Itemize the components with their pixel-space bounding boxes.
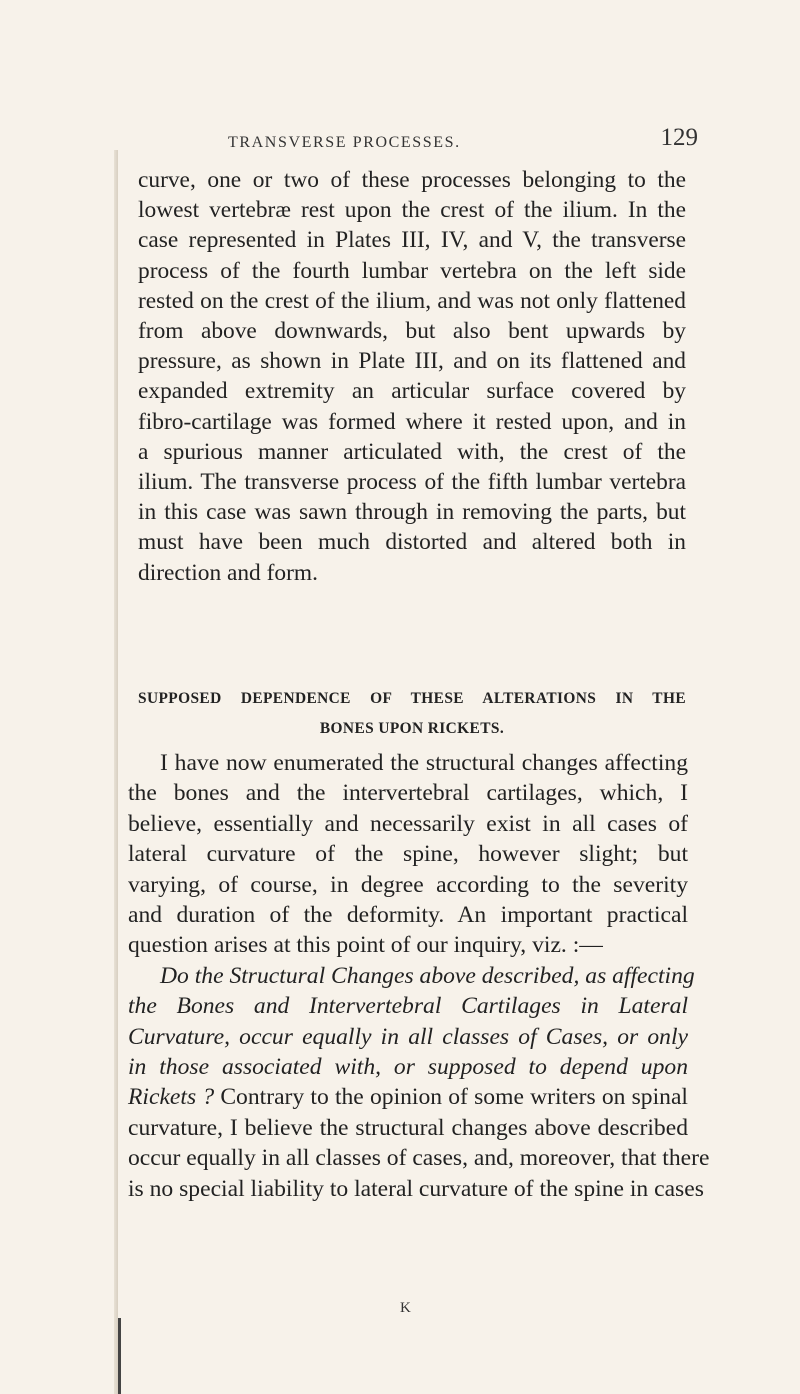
text-line: curvature, I believe the structural changes above described <box>128 1114 688 1141</box>
section-heading <box>138 684 686 744</box>
page-gutter-shadow <box>114 150 118 1394</box>
text-line: direction and form. <box>138 559 318 586</box>
text-line: the bones and the intervertebral cartilages, which, I <box>128 780 688 807</box>
italic-question-line: Do the Structural Changes above described, as affecting <box>160 962 695 989</box>
italic-question-end: Rickets ? <box>128 1084 215 1111</box>
paragraph-continued <box>138 165 686 588</box>
italic-question-line: the Bones and Intervertebral Cartilages in Lateral <box>128 993 688 1020</box>
text-line: and duration of the deformity. An important practical <box>128 902 688 929</box>
binding-edge <box>118 1318 121 1394</box>
text-line: varying, of course, in degree according to the severity <box>128 871 688 898</box>
text-line: believe, essentially and necessarily exist in all cases of <box>128 810 688 837</box>
page-number: 129 <box>660 124 698 151</box>
text-line: in this case was sawn through in removing the parts, but <box>138 499 686 526</box>
italic-question-line: Curvature, occur equally in all classes of Cases, or only <box>128 1023 688 1050</box>
text-line: pressure, as shown in Plate III, and on its flattened and <box>138 348 686 375</box>
text-line: ilium. The transverse process of the fifth lumbar vertebra <box>138 469 686 496</box>
text-fragment: Contrary to the opinion of some writers on spinal <box>214 1084 688 1111</box>
text-line: occur equally in all classes of cases, and, moreover, that there <box>128 1145 710 1172</box>
text-line: I have now enumerated the structural changes affecting <box>160 750 688 776</box>
text-line: process of the fourth lumbar vertebra on the left side <box>138 257 686 284</box>
text-line: lowest vertebræ rest upon the crest of the ilium. In the <box>138 197 686 224</box>
text-line: rested on the crest of the ilium, and was not only flattened <box>138 287 686 314</box>
text-line: case represented in Plates III, IV, and V, the transverse <box>138 227 686 254</box>
text-line: is no special liability to lateral curvature of the spine in cases <box>128 1175 704 1202</box>
page-header <box>228 118 698 162</box>
paragraph-body <box>128 748 710 1204</box>
text-line: must have been much distorted and altered both in <box>138 529 686 556</box>
text-line: question arises at this point of our inquiry, viz. :— <box>128 932 603 959</box>
text-line: fibro-cartilage was formed where it rested upon, and in <box>138 408 686 435</box>
text-line: a spurious manner articulated with, the crest of the <box>138 438 686 465</box>
text-line: lateral curvature of the spine, however slight; but <box>128 841 688 868</box>
text-line: from above downwards, but also bent upwards by <box>138 318 686 345</box>
running-head: TRANSVERSE PROCESSES. <box>228 134 461 151</box>
text-line: expanded extremity an articular surface covered by <box>138 378 686 405</box>
section-heading-line: SUPPOSED DEPENDENCE OF THESE ALTERATIONS IN THE <box>138 690 686 707</box>
mixed-text-line <box>128 1082 688 1112</box>
section-heading-line: BONES UPON RICKETS. <box>319 720 505 737</box>
italic-question-line: in those associated with, or supposed to depend upon <box>128 1054 688 1081</box>
signature-mark: K <box>400 1300 411 1316</box>
text-line: curve, one or two of these processes belonging to the <box>138 167 686 193</box>
